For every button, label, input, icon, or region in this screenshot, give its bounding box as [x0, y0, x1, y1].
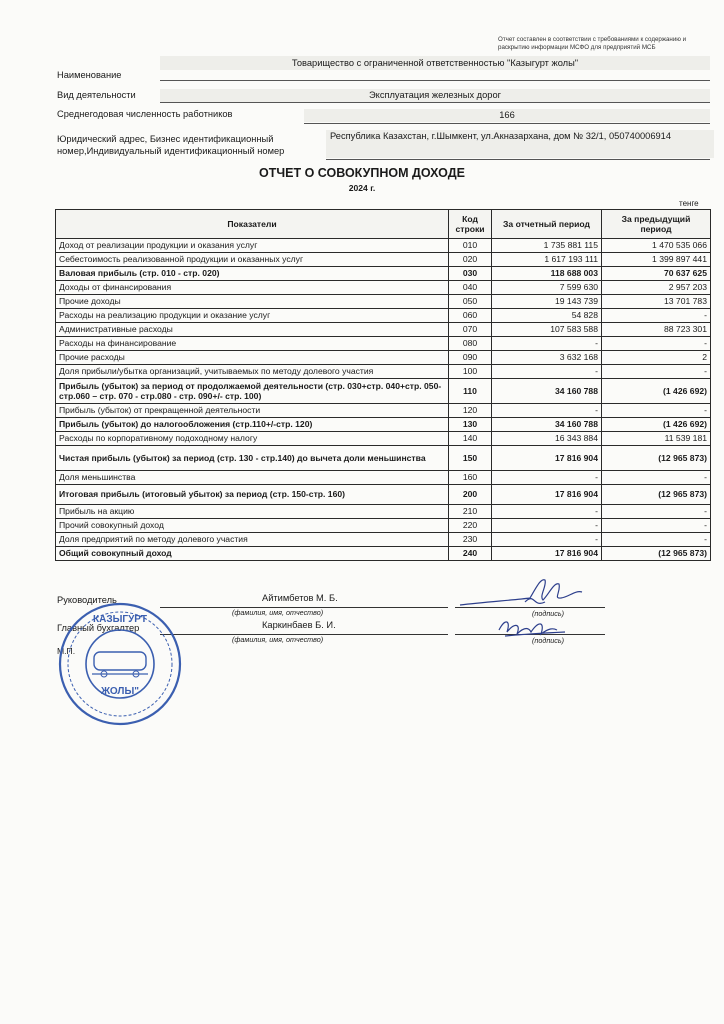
accountant-fio-hint: (фамилия, имя, отчество) [232, 635, 324, 644]
row-code: 060 [449, 309, 492, 323]
row-label: Прибыль (убыток) от прекращенной деятельности [56, 404, 449, 418]
mp-label: М.П. [57, 646, 76, 656]
table-row [56, 365, 711, 379]
header-previous: За предыдущий период [602, 210, 711, 239]
row-current-value: 3 632 168 [492, 351, 602, 365]
table-row [56, 323, 711, 337]
row-current-value: - [492, 365, 602, 379]
table-row [56, 404, 711, 418]
row-previous-value: 1 399 897 441 [602, 253, 711, 267]
row-label: Доходы от финансирования [56, 281, 449, 295]
row-label: Расходы на реализацию продукции и оказание услуг [56, 309, 449, 323]
row-code: 130 [449, 418, 492, 432]
table-row [56, 253, 711, 267]
row-current-value: 16 343 884 [492, 432, 602, 446]
row-label: Общий совокупный доход [56, 547, 449, 561]
row-current-value: 118 688 003 [492, 267, 602, 281]
company-seal-stamp [56, 600, 184, 728]
row-code: 090 [449, 351, 492, 365]
head-sign-hint: (подпись) [532, 609, 565, 618]
row-previous-value: - [602, 337, 711, 351]
row-label: Прибыль (убыток) до налогообложения (стр.110+/-стр. 120) [56, 418, 449, 432]
table-row [56, 281, 711, 295]
stamp-ring-text: КАЗЫГУРТ [93, 614, 147, 625]
row-label: Себестоимость реализованной продукции и оказанных услуг [56, 253, 449, 267]
table-row [56, 418, 711, 432]
activity-underline [160, 102, 710, 103]
row-current-value: 107 583 588 [492, 323, 602, 337]
row-label: Прибыль на акцию [56, 505, 449, 519]
row-code: 080 [449, 337, 492, 351]
head-name: Айтимбетов М. Б. [262, 593, 338, 603]
table-row [56, 505, 711, 519]
header-indicator: Показатели [56, 210, 449, 239]
row-previous-value: 11 539 181 [602, 432, 711, 446]
address-label-1: Юридический адрес, Бизнес идентификационный [57, 134, 274, 144]
row-code: 230 [449, 533, 492, 547]
row-code: 220 [449, 519, 492, 533]
currency-unit: тенге [679, 199, 699, 208]
row-label: Прочие доходы [56, 295, 449, 309]
row-label: Доход от реализации продукции и оказания услуг [56, 239, 449, 253]
table-row [56, 239, 711, 253]
row-code: 100 [449, 365, 492, 379]
row-label: Административные расходы [56, 323, 449, 337]
row-previous-value: - [602, 309, 711, 323]
row-current-value: 19 143 739 [492, 295, 602, 309]
row-previous-value: (12 965 873) [602, 446, 711, 471]
row-previous-value: - [602, 404, 711, 418]
row-code: 070 [449, 323, 492, 337]
row-previous-value: 88 723 301 [602, 323, 711, 337]
stamp-center-text: ЖОЛЫ" [101, 686, 139, 697]
row-previous-value: 1 470 535 066 [602, 239, 711, 253]
company-name-value: Товарищество с ограниченной ответственностью "Казыгурт жолы" [160, 56, 710, 70]
accountant-signature-scribble [495, 612, 575, 642]
report-standard-note: Отчет составлен в соответствии с требованиями к содержанию и раскрытию информации МСФО для предприятий МСБ [498, 36, 687, 51]
row-code: 240 [449, 547, 492, 561]
row-current-value: 34 160 788 [492, 418, 602, 432]
row-label: Чистая прибыль (убыток) за период (стр. 130 - стр.140) до вычета доли меньшинства [56, 446, 449, 471]
report-year: 2024 г. [348, 183, 376, 193]
row-previous-value: (12 965 873) [602, 547, 711, 561]
row-current-value: 17 816 904 [492, 547, 602, 561]
row-label: Расходы по корпоративному подоходному налогу [56, 432, 449, 446]
income-statement-table [55, 209, 711, 561]
row-label: Валовая прибыль (стр. 010 - стр. 020) [56, 267, 449, 281]
table-row [56, 351, 711, 365]
accountant-name: Каркинбаев Б. И. [262, 620, 336, 630]
table-row [56, 432, 711, 446]
head-label: Руководитель [57, 595, 117, 605]
row-label: Прочие расходы [56, 351, 449, 365]
company-name-underline [160, 80, 710, 81]
staff-label: Среднегодовая численность работников [57, 109, 233, 119]
address-underline [326, 159, 710, 160]
table-row [56, 519, 711, 533]
row-code: 160 [449, 471, 492, 485]
row-previous-value: - [602, 519, 711, 533]
row-previous-value: 70 637 625 [602, 267, 711, 281]
row-previous-value: (12 965 873) [602, 485, 711, 505]
table-row [56, 379, 711, 404]
row-code: 120 [449, 404, 492, 418]
head-fio-hint: (фамилия, имя, отчество) [232, 608, 324, 617]
row-current-value: - [492, 505, 602, 519]
row-code: 020 [449, 253, 492, 267]
table-row [56, 337, 711, 351]
report-title: ОТЧЕТ О СОВОКУПНОМ ДОХОДЕ [259, 166, 465, 180]
accountant-label: Главный бухгалтер [57, 623, 140, 633]
row-label: Прочий совокупный доход [56, 519, 449, 533]
row-current-value: 17 816 904 [492, 485, 602, 505]
activity-label: Вид деятельности [57, 90, 136, 100]
row-current-value: 54 828 [492, 309, 602, 323]
row-label: Прибыль (убыток) за период от продолжаемой деятельности (стр. 030+стр. 040+стр. 050-стр.060 – стр. 070 - стр.080 - стр. 090+/- стр. 100) [56, 379, 449, 404]
staff-underline [304, 123, 710, 124]
row-label: Расходы на финансирование [56, 337, 449, 351]
header-current: За отчетный период [492, 210, 602, 239]
table-row [56, 446, 711, 471]
row-current-value: 34 160 788 [492, 379, 602, 404]
row-previous-value: - [602, 471, 711, 485]
accountant-sign-hint: (подпись) [532, 636, 565, 645]
staff-value: 166 [304, 109, 710, 122]
row-previous-value: - [602, 505, 711, 519]
row-code: 210 [449, 505, 492, 519]
table-row [56, 547, 711, 561]
row-label: Итоговая прибыль (итоговый убыток) за период (стр. 150-стр. 160) [56, 485, 449, 505]
head-signature-scribble [455, 572, 605, 612]
row-code: 140 [449, 432, 492, 446]
row-code: 030 [449, 267, 492, 281]
row-previous-value: - [602, 365, 711, 379]
table-row [56, 295, 711, 309]
row-previous-value: 13 701 783 [602, 295, 711, 309]
header-code: Код строки [449, 210, 492, 239]
row-current-value: - [492, 471, 602, 485]
row-label: Доля предприятий по методу долевого участия [56, 533, 449, 547]
row-code: 050 [449, 295, 492, 309]
table-row [56, 533, 711, 547]
row-previous-value: 2 [602, 351, 711, 365]
row-current-value: - [492, 533, 602, 547]
row-label: Доля меньшинства [56, 471, 449, 485]
row-previous-value: 2 957 203 [602, 281, 711, 295]
table-row [56, 485, 711, 505]
row-code: 010 [449, 239, 492, 253]
row-code: 150 [449, 446, 492, 471]
row-current-value: - [492, 404, 602, 418]
table-row [56, 309, 711, 323]
row-current-value: - [492, 337, 602, 351]
row-label: Доля прибыли/убытка организаций, учитываемых по методу долевого участия [56, 365, 449, 379]
activity-value: Эксплуатация железных дорог [160, 89, 710, 102]
table-row [56, 267, 711, 281]
row-code: 110 [449, 379, 492, 404]
row-previous-value: - [602, 533, 711, 547]
row-previous-value: (1 426 692) [602, 418, 711, 432]
address-label-2: номер,Индивидуальный идентификационный номер [57, 146, 285, 156]
address-value: Республика Казахстан, г.Шымкент, ул.Акназархана, дом № 32/1, 050740006914 [326, 130, 714, 158]
row-current-value: 7 599 630 [492, 281, 602, 295]
row-previous-value: (1 426 692) [602, 379, 711, 404]
row-current-value: 17 816 904 [492, 446, 602, 471]
name-label: Наименование [57, 70, 122, 80]
row-current-value: 1 735 881 115 [492, 239, 602, 253]
row-code: 040 [449, 281, 492, 295]
table-header-row [56, 210, 711, 239]
row-current-value: 1 617 193 111 [492, 253, 602, 267]
row-code: 200 [449, 485, 492, 505]
table-row [56, 471, 711, 485]
row-current-value: - [492, 519, 602, 533]
